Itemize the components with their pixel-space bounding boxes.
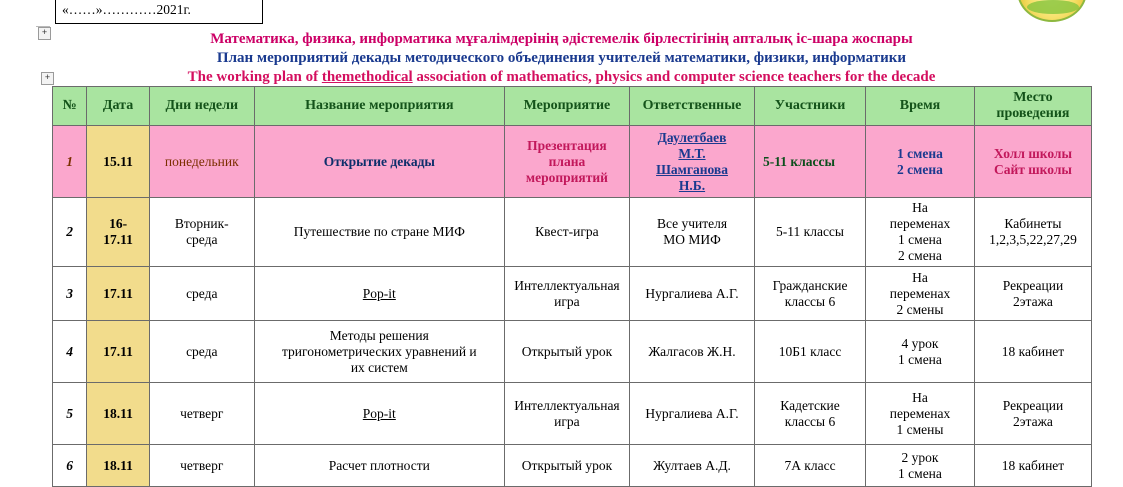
cell-responsible: [629, 126, 754, 198]
cell-event-type-line: Открытый урок: [521, 457, 613, 473]
cell-time-line: переменах: [889, 216, 951, 231]
cell-place-lines: [978, 458, 1088, 474]
cell-time-line: переменах: [889, 405, 951, 421]
cell-event-type: [504, 321, 629, 383]
cell-responsible-line: Шамганова: [656, 161, 728, 177]
cell-place: [974, 267, 1091, 321]
cell-responsible-lines: [633, 130, 751, 194]
cell-event-type-line: Открытый урок: [521, 343, 613, 359]
cell-participants-lines: [758, 458, 862, 474]
cell-responsible-line: Все учителя: [656, 216, 728, 231]
table-row: [53, 383, 1092, 445]
column-header-event-name: Название мероприятия: [254, 87, 504, 126]
cell-participants-lines: [758, 398, 862, 430]
column-header-responsible: Ответственные: [629, 87, 754, 126]
pop-it-link[interactable]: Pop-it: [362, 285, 396, 301]
cell-date-line: 16-: [109, 216, 128, 231]
cell-responsible-line: Жултаев А.Д.: [653, 457, 731, 473]
cell-date-line: 17.11: [103, 232, 133, 247]
table-row: [53, 198, 1092, 267]
cell-time-line: На: [912, 389, 928, 405]
cell-event-type-line: плана: [548, 153, 586, 169]
activity-plan-table: [52, 86, 1092, 487]
cell-weekday-line: Вторник-: [174, 216, 229, 231]
outline-expand-marker-1[interactable]: +: [38, 27, 51, 40]
cell-event-type-line: игра: [554, 293, 580, 309]
cell-responsible-lines: [633, 406, 751, 422]
cell-participants-line: классы 6: [784, 293, 836, 309]
header-date-text: «……»…………2021г.: [62, 2, 191, 17]
cell-event-type-lines: [508, 138, 626, 186]
cell-responsible-line: Жалгасов Ж.Н.: [648, 343, 736, 359]
cell-event-type-line: Интеллектуальная: [514, 397, 620, 413]
cell-event-type: [504, 198, 629, 267]
cell-weekday: понедельник: [149, 126, 254, 198]
cell-number: 1: [53, 126, 87, 198]
cell-event-name: [254, 321, 504, 383]
cell-responsible-line: М.Т.: [678, 145, 706, 161]
cell-time-lines: [869, 146, 971, 178]
cell-time-line: 4 урок: [901, 335, 939, 351]
cell-place-lines: [978, 398, 1088, 430]
cell-event-type-line: Квест-игра: [535, 224, 599, 239]
cell-weekday: среда: [149, 267, 254, 321]
cell-event-type-line: Интеллектуальная: [514, 277, 620, 293]
cell-time: [866, 445, 975, 487]
cell-time: [866, 321, 975, 383]
cell-time: [866, 198, 975, 267]
cell-responsible: [629, 198, 754, 267]
cell-participants-lines: [758, 344, 862, 360]
cell-participants-line: классы 6: [784, 413, 836, 429]
cell-place-line: 18 кабинет: [1001, 343, 1065, 359]
row-divider: [36, 26, 50, 27]
cell-responsible: [629, 445, 754, 487]
cell-responsible: [629, 321, 754, 383]
column-header-date: Дата: [87, 87, 150, 126]
cell-event-type-lines: [508, 224, 626, 240]
cell-time-lines: [869, 270, 971, 318]
cell-date: [87, 198, 150, 267]
cell-participants-line: 7А класс: [784, 457, 836, 473]
column-header-participants: Участники: [755, 87, 866, 126]
cell-event-name: Расчет плотности: [254, 445, 504, 487]
cell-number: 3: [53, 267, 87, 321]
cell-place: [974, 198, 1091, 267]
cell-date-lines: [90, 216, 146, 248]
cell-event-type-lines: [508, 344, 626, 360]
cell-event-type-lines: [508, 458, 626, 474]
cell-event-type: [504, 267, 629, 321]
cell-participants-lines: [758, 278, 862, 310]
title-russian: План мероприятий декады методического объединения учителей математики, физики, информатики: [216, 50, 907, 66]
cell-place-line: 18 кабинет: [1001, 457, 1065, 473]
cell-date: 15.11: [87, 126, 150, 198]
cell-event-type: [504, 126, 629, 198]
cell-number: 5: [53, 383, 87, 445]
cell-place-lines: [978, 278, 1088, 310]
cell-date: 18.11: [87, 445, 150, 487]
table-row: [53, 445, 1092, 487]
cell-responsible-line: МО МИФ: [663, 232, 721, 247]
cell-participants-line: 5-11 классы: [763, 153, 836, 169]
outline-expand-marker-2[interactable]: +: [41, 72, 54, 85]
cell-place: [974, 321, 1091, 383]
title-block: [0, 30, 1123, 87]
cell-event-type-line: Презентация: [527, 137, 607, 153]
cell-responsible-line: Нургалиева А.Г.: [645, 285, 739, 301]
cell-event-name-line: Методы решения: [329, 327, 429, 343]
cell-participants: [755, 267, 866, 321]
cell-weekday: четверг: [149, 383, 254, 445]
cell-number: 4: [53, 321, 87, 383]
cell-time: [866, 383, 975, 445]
pop-it-link[interactable]: Pop-it: [362, 405, 396, 421]
cell-event-type-line: мероприятий: [525, 169, 608, 185]
title-english: [0, 68, 1123, 87]
cell-weekday: четверг: [149, 445, 254, 487]
cell-place-line: Рекреации: [1002, 397, 1064, 413]
cell-event-name: Открытие декады: [254, 126, 504, 198]
cell-event-type-lines: [508, 398, 626, 430]
cell-time: [866, 267, 975, 321]
cell-weekday: среда: [149, 321, 254, 383]
cell-time-line: 1 смены: [896, 421, 944, 437]
title-english-underlined: themethodical: [321, 69, 413, 85]
cell-time-line: 2 смены: [896, 301, 944, 317]
cell-time-line: 1 смена: [898, 232, 942, 247]
cell-participants: [755, 198, 866, 267]
table-row: [53, 267, 1092, 321]
title-english-post: association of mathematics, physics and computer science teachers for the decade: [412, 69, 936, 85]
cell-time-lines: [869, 200, 971, 264]
cell-weekday: [149, 198, 254, 267]
table-row: [53, 126, 1092, 198]
cell-responsible-line: Н.Б.: [678, 177, 706, 193]
cell-number: 6: [53, 445, 87, 487]
cell-responsible-lines: [633, 286, 751, 302]
cell-event-name-lines: [258, 328, 501, 376]
cell-responsible-line: Даулетбаев: [657, 129, 727, 145]
cell-responsible-lines: [633, 216, 751, 248]
school-emblem-icon: [1017, 0, 1087, 22]
table-row: [53, 321, 1092, 383]
cell-place: [974, 383, 1091, 445]
cell-responsible-line: Нургалиева А.Г.: [645, 405, 739, 421]
cell-event-name: Путешествие по стране МИФ: [254, 198, 504, 267]
cell-event-type-lines: [508, 278, 626, 310]
table-header-row: [53, 87, 1092, 126]
cell-place-lines: [978, 216, 1088, 248]
cell-event-type: [504, 445, 629, 487]
cell-event-type-line: игра: [554, 413, 580, 429]
cell-time-line: На: [912, 269, 928, 285]
cell-place-lines: [978, 344, 1088, 360]
column-header-weekday: Дни недели: [149, 87, 254, 126]
cell-time-line: 1 смена: [898, 351, 942, 367]
cell-place-line: 2этажа: [1013, 413, 1053, 429]
cell-number: 2: [53, 198, 87, 267]
cell-weekday-lines: [153, 216, 251, 248]
cell-responsible-lines: [633, 458, 751, 474]
cell-time-lines: [869, 336, 971, 368]
column-header-event-type: Мероприятие: [504, 87, 629, 126]
header-date-cell: [55, 0, 263, 24]
title-english-pre: The working plan of: [187, 69, 322, 85]
column-header-place: Место проведения: [974, 87, 1091, 126]
cell-place-line: 2этажа: [1013, 293, 1053, 309]
cell-place: [974, 445, 1091, 487]
cell-participants-lines: [763, 154, 862, 170]
cell-responsible: [629, 383, 754, 445]
cell-participants-line: 5-11 классы: [776, 224, 844, 239]
cell-place-line: Сайт школы: [993, 161, 1072, 177]
cell-participants-line: Гражданские: [772, 277, 848, 293]
cell-event-name-line: их систем: [350, 359, 408, 375]
cell-place-lines: [978, 146, 1088, 178]
cell-participants: [755, 126, 866, 198]
cell-participants-line: Кадетские: [780, 397, 840, 413]
cell-date: 18.11: [87, 383, 150, 445]
cell-time-line: 1 смена: [898, 465, 942, 481]
cell-time-line: 1 смена: [897, 145, 943, 161]
cell-place-line: Кабинеты: [1004, 216, 1062, 231]
cell-place-line: Холл школы: [993, 145, 1073, 161]
cell-time-lines: [869, 390, 971, 438]
cell-date: 17.11: [87, 267, 150, 321]
cell-time-line: На: [912, 200, 928, 215]
cell-event-type: [504, 383, 629, 445]
cell-event-name: [254, 383, 504, 445]
cell-place-line: Рекреации: [1002, 277, 1064, 293]
cell-time-line: 2 смена: [898, 248, 942, 263]
title-kazakh: Математика, физика, информатика мұғалімдерінің әдістемелік бірлестігінің апталық іс-шара жоспары: [210, 31, 913, 47]
cell-date: 17.11: [87, 321, 150, 383]
cell-participants: [755, 445, 866, 487]
cell-participants: [755, 321, 866, 383]
cell-participants-line: 10Б1 класс: [778, 343, 842, 359]
cell-time: [866, 126, 975, 198]
cell-place: [974, 126, 1091, 198]
cell-weekday-line: среда: [186, 232, 218, 247]
document-header-strip: [0, 0, 1123, 26]
cell-responsible-lines: [633, 344, 751, 360]
cell-participants-lines: [758, 224, 862, 240]
cell-event-name-line: тригонометрических уравнений и: [281, 343, 477, 359]
cell-event-name: [254, 267, 504, 321]
column-header-number: №: [53, 87, 87, 126]
cell-time-line: 2 смена: [897, 161, 943, 177]
cell-responsible: [629, 267, 754, 321]
cell-time-lines: [869, 450, 971, 482]
column-header-time: Время: [866, 87, 975, 126]
cell-place-line: 1,2,3,5,22,27,29: [989, 232, 1077, 247]
cell-time-line: переменах: [889, 285, 951, 301]
cell-participants: [755, 383, 866, 445]
cell-time-line: 2 урок: [901, 449, 939, 465]
